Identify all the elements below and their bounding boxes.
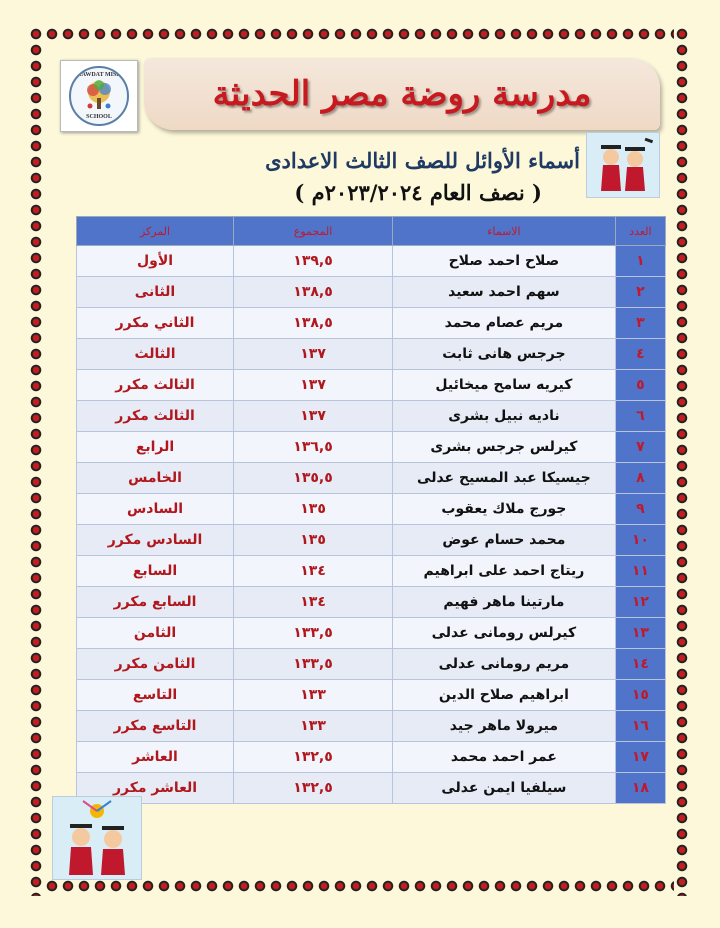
row-number: ٧: [615, 432, 665, 463]
table-header-row: [77, 217, 666, 246]
row-number: ١٥: [615, 680, 665, 711]
student-name: جيسيكا عبد المسيح عدلى: [393, 463, 616, 494]
student-total: ١٣٧: [234, 370, 393, 401]
decorative-border-top: [28, 26, 692, 44]
table-row: [77, 432, 666, 463]
student-name: سهم احمد سعيد: [393, 277, 616, 308]
column-header-number: العدد: [615, 217, 665, 246]
table-row: [77, 649, 666, 680]
student-name: مارتينا ماهر فهيم: [393, 587, 616, 618]
student-name: كيرلس جرجس بشرى: [393, 432, 616, 463]
student-rank: الثاني مكرر: [77, 308, 234, 339]
student-name: كيرلس رومانى عدلى: [393, 618, 616, 649]
decorative-border-left: [28, 26, 46, 896]
student-rank: السادس: [77, 494, 234, 525]
student-total: ١٣٤: [234, 587, 393, 618]
table-row: [77, 339, 666, 370]
student-name: سيلفيا ايمن عدلى: [393, 773, 616, 804]
student-total: ١٣٣: [234, 680, 393, 711]
student-total: ١٣٤: [234, 556, 393, 587]
row-number: ١١: [615, 556, 665, 587]
student-rank: الثالث مكرر: [77, 370, 234, 401]
graduates-illustration-top: [586, 132, 660, 198]
student-name: ميرولا ماهر جيد: [393, 711, 616, 742]
student-rank: الثامن مكرر: [77, 649, 234, 680]
logo-top-text: RAWDAT MISR: [77, 72, 121, 78]
column-header-rank: المركز: [77, 217, 234, 246]
table-row: [77, 463, 666, 494]
student-name: ريتاج احمد على ابراهيم: [393, 556, 616, 587]
table-row: [77, 246, 666, 277]
table-row: [77, 370, 666, 401]
student-rank: السادس مكرر: [77, 525, 234, 556]
student-name: مريم رومانى عدلى: [393, 649, 616, 680]
table-row: [77, 618, 666, 649]
row-number: ٦: [615, 401, 665, 432]
student-total: ١٣٥: [234, 525, 393, 556]
top-students-table: [76, 216, 666, 804]
student-total: ١٣٨,٥: [234, 277, 393, 308]
column-header-name: الاسماء: [393, 217, 616, 246]
student-rank: الخامس: [77, 463, 234, 494]
student-total: ١٣٢,٥: [234, 742, 393, 773]
row-number: ٤: [615, 339, 665, 370]
student-rank: الثالث مكرر: [77, 401, 234, 432]
student-rank: السابع مكرر: [77, 587, 234, 618]
student-rank: السابع: [77, 556, 234, 587]
list-title: أسماء الأوائل للصف الثالث الاعدادى: [265, 148, 580, 173]
row-number: ٢: [615, 277, 665, 308]
row-number: ١٢: [615, 587, 665, 618]
row-number: ١: [615, 246, 665, 277]
term-subtitle: ( نصف العام ٢٠٢٣/٢٠٢٤م ): [294, 180, 542, 205]
celebration-icon: [53, 797, 141, 879]
student-name: كيريه سامح ميخائيل: [393, 370, 616, 401]
student-total: ١٣٣: [234, 711, 393, 742]
row-number: ١٦: [615, 711, 665, 742]
student-name: جرجس هانى ثابت: [393, 339, 616, 370]
student-name: عمر احمد محمد: [393, 742, 616, 773]
table-row: [77, 277, 666, 308]
student-rank: العاشر مكرر: [77, 773, 234, 804]
row-number: ١٧: [615, 742, 665, 773]
student-rank: العاشر: [77, 742, 234, 773]
table-row: [77, 742, 666, 773]
table-row: [77, 494, 666, 525]
table-row: [77, 773, 666, 804]
column-header-total: المجموع: [234, 217, 393, 246]
student-rank: الثانى: [77, 277, 234, 308]
table-row: [77, 525, 666, 556]
row-number: ١٣: [615, 618, 665, 649]
student-total: ١٣٥: [234, 494, 393, 525]
decorative-border-right: [674, 26, 692, 896]
row-number: ١٠: [615, 525, 665, 556]
title-banner: [144, 58, 660, 130]
student-total: ١٣٧: [234, 401, 393, 432]
school-logo: [60, 60, 138, 132]
student-rank: التاسع: [77, 680, 234, 711]
row-number: ١٤: [615, 649, 665, 680]
table-row: [77, 401, 666, 432]
student-rank: الأول: [77, 246, 234, 277]
student-name: ابراهيم صلاح الدين: [393, 680, 616, 711]
student-total: ١٣٦,٥: [234, 432, 393, 463]
student-total: ١٣٨,٥: [234, 308, 393, 339]
student-name: جورج ملاك يعقوب: [393, 494, 616, 525]
student-total: ١٣٢,٥: [234, 773, 393, 804]
graduates-illustration-bottom: [52, 796, 142, 880]
student-name: محمد حسام عوض: [393, 525, 616, 556]
student-total: ١٣٩,٥: [234, 246, 393, 277]
student-total: ١٣٣,٥: [234, 649, 393, 680]
table-row: [77, 308, 666, 339]
table-row: [77, 556, 666, 587]
row-number: ٣: [615, 308, 665, 339]
row-number: ٩: [615, 494, 665, 525]
logo-emblem: [69, 66, 129, 126]
student-total: ١٣٧: [234, 339, 393, 370]
row-number: ١٨: [615, 773, 665, 804]
table-row: [77, 711, 666, 742]
student-name: صلاح احمد صلاح: [393, 246, 616, 277]
student-name: مريم عصام محمد: [393, 308, 616, 339]
school-name: مدرسة روضة مصر الحديثة: [212, 74, 592, 114]
student-rank: الثامن: [77, 618, 234, 649]
table-row: [77, 680, 666, 711]
student-rank: الرابع: [77, 432, 234, 463]
graduation-icon: [587, 133, 659, 197]
table-body: [77, 246, 666, 804]
row-number: ٨: [615, 463, 665, 494]
student-total: ١٣٣,٥: [234, 618, 393, 649]
student-rank: الثالث: [77, 339, 234, 370]
student-total: ١٣٥,٥: [234, 463, 393, 494]
table-row: [77, 587, 666, 618]
student-name: ناديه نبيل بشرى: [393, 401, 616, 432]
student-rank: التاسع مكرر: [77, 711, 234, 742]
row-number: ٥: [615, 370, 665, 401]
logo-bottom-text: SCHOOL: [86, 114, 112, 120]
